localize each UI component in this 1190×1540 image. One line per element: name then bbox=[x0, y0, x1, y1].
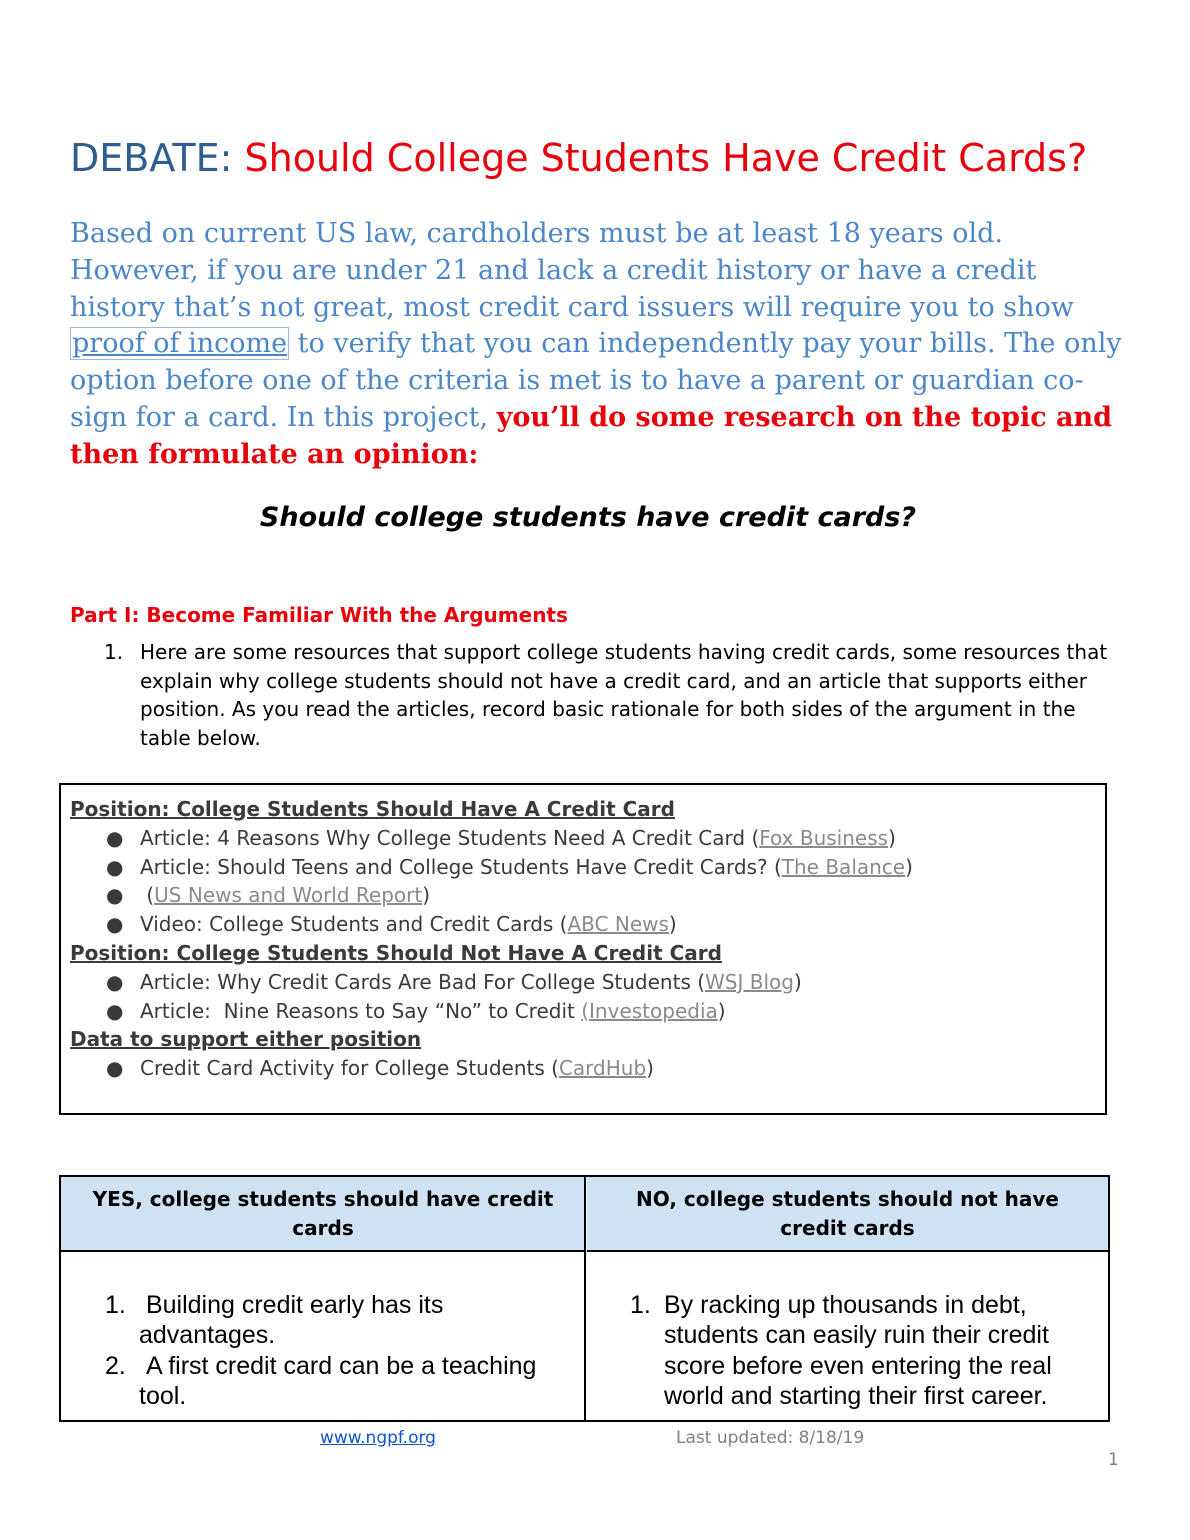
resource-text: Article: Why Credit Cards Are Bad For College Students ( bbox=[140, 969, 706, 994]
resource-close: ) bbox=[668, 912, 677, 937]
yes-arguments-cell[interactable] bbox=[105, 1290, 565, 1411]
source-link[interactable]: The Balance bbox=[781, 854, 906, 879]
resource-text: Article: Should Teens and College Students Have Credit Cards? ( bbox=[140, 854, 782, 879]
bullet-icon: ● bbox=[106, 854, 124, 879]
resource-close: ) bbox=[717, 998, 726, 1023]
resources-box bbox=[59, 783, 1107, 1115]
page-number: 1 bbox=[1108, 1450, 1119, 1470]
resource-item bbox=[70, 853, 1096, 882]
source-link[interactable]: WSJ Blog bbox=[705, 969, 794, 994]
resource-text: Video: College Students and Credit Cards ( bbox=[140, 912, 568, 937]
resource-close: ) bbox=[793, 969, 802, 994]
resource-close: ) bbox=[905, 854, 913, 879]
list-number: 1. bbox=[104, 640, 124, 664]
bullet-icon: ● bbox=[106, 1056, 124, 1081]
list-number: 1. bbox=[630, 1291, 651, 1319]
part1-heading: Part I: Become Familiar With the Arguments bbox=[70, 603, 568, 627]
list-text: A first credit card can be a teaching tool. bbox=[139, 1351, 544, 1410]
list-item bbox=[105, 1290, 565, 1351]
resource-text: ( bbox=[140, 883, 155, 908]
bullet-icon: ● bbox=[106, 969, 124, 994]
resource-item bbox=[70, 997, 1096, 1026]
column-divider bbox=[584, 1177, 586, 1420]
resource-item bbox=[70, 1054, 1096, 1083]
resource-item bbox=[70, 881, 1096, 910]
debate-question: Should college students have credit cards? bbox=[259, 502, 917, 533]
yes-column-header: YES, college students should have credit cards bbox=[61, 1177, 585, 1252]
list-item bbox=[105, 1351, 565, 1412]
title-lead: DEBATE: bbox=[70, 136, 245, 180]
list-item bbox=[630, 1290, 1086, 1411]
resource-item bbox=[70, 910, 1096, 939]
list-number: 1. bbox=[105, 1291, 126, 1319]
resource-text: Credit Card Activity for College Students ( bbox=[140, 1056, 559, 1081]
source-link[interactable]: ABC News bbox=[567, 912, 669, 937]
intro-text-2: to verify that you can independently pay your bills. The only option before one of the criteria is met is to have a parent or guardian co-sign for a card. In this project, bbox=[70, 328, 1122, 433]
footer-last-updated: Last updated: 8/18/19 bbox=[676, 1428, 865, 1448]
list-text: Here are some resources that support college students having credit cards, some resources that explain why college students should not have a credit card, and an article that supports either position. As you read the articles, record basic rationale for both sides of the argument in the table below. bbox=[140, 640, 1108, 750]
resource-item bbox=[70, 824, 1096, 853]
arguments-table bbox=[59, 1175, 1110, 1422]
resource-text: Article: 4 Reasons Why College Students Need A Credit Card ( bbox=[140, 825, 760, 850]
resource-item bbox=[70, 968, 1096, 997]
yes-position-heading: Position: College Students Should Have A Credit Card bbox=[70, 797, 675, 821]
resource-text: Article: Nine Reasons to Say “No” to Credit bbox=[140, 998, 582, 1023]
no-position-heading: Position: College Students Should Not Have A Credit Card bbox=[70, 940, 722, 965]
resource-close: ) bbox=[646, 1056, 654, 1081]
footer-website-link[interactable]: www.ngpf.org bbox=[320, 1428, 436, 1448]
source-link[interactable]: CardHub bbox=[558, 1056, 647, 1081]
source-link[interactable]: (Investopedia bbox=[581, 998, 718, 1023]
bullet-icon: ● bbox=[106, 998, 124, 1023]
intro-text-1: Based on current US law, cardholders must be at least 18 years old. However, if you are under 21 and lack a credit history or have a credit history that’s not great, most credit card issuers will require you to show bbox=[70, 218, 1074, 323]
intro-paragraph bbox=[70, 216, 1130, 474]
proof-of-income-link[interactable]: proof of income bbox=[72, 328, 288, 360]
list-text: By racking up thousands in debt, students can easily ruin their credit score before even entering the real world and starting their first career. bbox=[664, 1291, 1052, 1410]
source-link[interactable]: Fox Business bbox=[759, 825, 889, 850]
bullet-icon: ● bbox=[106, 825, 124, 850]
part1-instructions bbox=[104, 638, 1116, 752]
intro-emphasis: you’ll do some research on the topic and then formulate an opinion: bbox=[70, 401, 1113, 470]
no-arguments-cell[interactable] bbox=[630, 1290, 1086, 1411]
data-heading: Data to support either position bbox=[70, 1027, 422, 1052]
list-text: Building credit early has its advantages. bbox=[139, 1291, 451, 1350]
document-title bbox=[70, 136, 1087, 180]
title-question: Should College Students Have Credit Cards? bbox=[244, 136, 1088, 180]
bullet-icon: ● bbox=[106, 883, 124, 908]
list-item bbox=[104, 638, 1116, 752]
resource-close: ) bbox=[422, 883, 431, 908]
bullet-icon: ● bbox=[106, 912, 124, 937]
source-link[interactable]: US News and World Report bbox=[154, 883, 423, 908]
list-number: 2. bbox=[105, 1351, 126, 1380]
no-column-header: NO, college students should not have credit cards bbox=[587, 1177, 1108, 1252]
resource-close: ) bbox=[888, 825, 896, 850]
